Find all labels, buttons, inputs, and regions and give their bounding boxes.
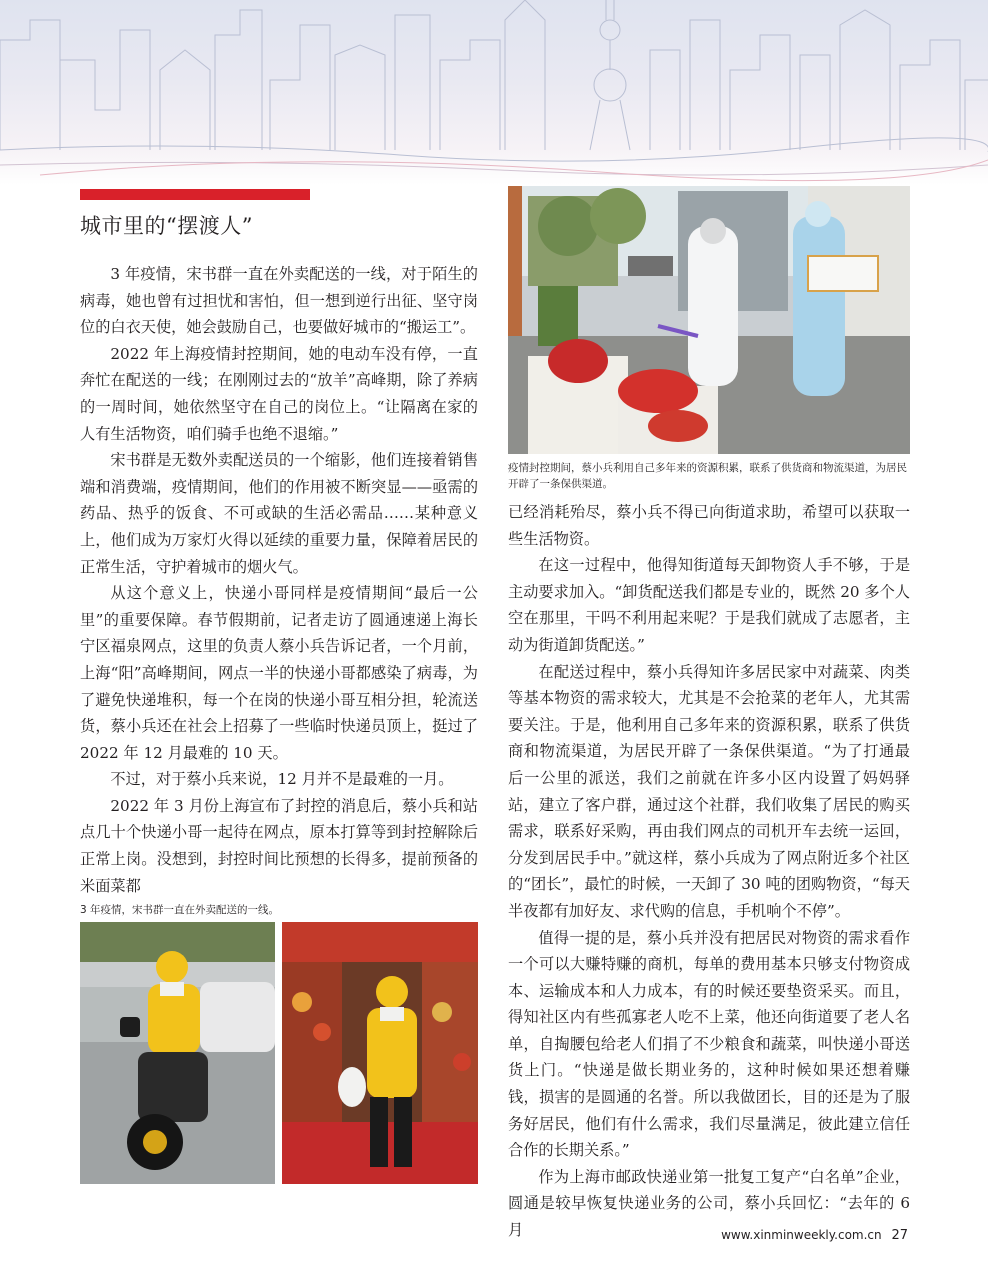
paragraph: 在这一过程中，他得知街道每天卸物资人手不够，于是主动要求加入。“卸货配送我们都是专业的，既然 20 多个人空在那里，干吗不利用起来呢？于是我们就成了志愿者，主动为街道卸货配送。” [508, 556, 910, 654]
paragraph: 2022 年上海疫情封控期间，她的电动车没有停，一直奔忙在配送的一线；在刚刚过去的“放羊”高峰期，除了养病的一周时间，她依然坚守在自己的岗位上。“让隔离在家的人有生活物资，咱们骑手也绝不退缩。” [80, 344, 478, 443]
website-url: www.xinminweekly.com.cn [721, 1228, 882, 1242]
header-skyline-illustration [0, 0, 988, 185]
section-accent-bar [80, 189, 310, 200]
courier-storefront-photo [282, 922, 478, 1184]
paragraph: 3 年疫情，宋书群一直在外卖配送的一线，对于陌生的病毒，她也曾有过担忧和害怕，但一想到逆行出征、坚守岗位的白衣天使，她会鼓励自己，也要做好城市的“搬运工”。 [80, 265, 478, 337]
paragraph: 宋书群是无数外卖配送员的一个缩影，他们连接着销售端和消费端，疫情期间，他们的作用被不断突显——亟需的药品、热乎的饭食、不可或缺的生活必需品……某种意义上，他们成为万家灯火得以延续的重要力量，保障着居民的正常生活，守护着城市的烟火气。 [80, 451, 478, 576]
paragraph: 不过，对于蔡小兵来说，12 月并不是最难的一月。 [110, 770, 454, 789]
left-article-column [80, 261, 478, 899]
paragraph: 2022 年 3 月份上海宣布了封控的消息后，蔡小兵和站点几十个快递小哥一起待在网点，原本打算等到封控解除后正常上岗。没想到，封控时间比预想的长得多，提前预备的米面菜都 [80, 796, 478, 895]
paragraph: 值得一提的是，蔡小兵并没有把居民对物资的需求看作一个可以大赚特赚的商机，每单的费用基本只够支付物资成本、运输成本和人力成本，有的时候还要垫资采买。而且，得知社区内有些孤寡老人吃不上菜，他还向街道要了老人名单，自掏腰包给老人们捐了不少粮食和蔬菜，叫快递小哥送货上门。“快递是做长期业务的，这种时候如果还想着赚钱，损害的是圆通的名誉。所以我做团长，目的还是为了服务好居民，他们有什么需求，我们尽量满足，彼此建立信任合作的长期关系。” [508, 928, 910, 1160]
section-title: 城市里的“摆渡人” [80, 214, 253, 238]
photo-caption: 疫情封控期间，蔡小兵利用自己多年来的资源积累，联系了供货商和物流渠道，为居民开辟了一条保供渠道。 [508, 462, 907, 490]
page-footer [721, 1228, 908, 1243]
courier-scooter-photo [80, 922, 275, 1184]
paragraph: 从这个意义上，快递小哥同样是疫情期间“最后一公里”的重要保障。春节假期前，记者走访了圆通速递上海长宁区福泉网点，这里的负责人蔡小兵告诉记者，一个月前，上海“阳”高峰期间，网点一半的快递小哥都感染了病毒，为了避免快递堆积，每一个在岗的快递小哥互相分担，轮流送货，蔡小兵还在社会上招募了一些临时快递员顶上，挺过了 2022 年 12 月最难的 10 天。 [80, 584, 478, 762]
right-article-column [508, 499, 910, 1244]
page-number: 27 [891, 1228, 908, 1243]
supplies-photo [508, 186, 910, 454]
paragraph: 在配送过程中，蔡小兵得知许多居民家中对蔬菜、肉类等基本物资的需求较大，尤其是不会抢菜的老年人，尤其需要关注。于是，他利用自己多年来的资源积累，联系了供货商和物流渠道，为居民开辟了一条保供渠道。“为了打通最后一公里的派送，我们之前就在许多小区内设置了妈妈驿站，建立了客户群，通过这个社群，我们收集了居民的购买需求，联系好采购，再由我们网点的司机开车去统一运回，分发到居民手中。”就这样，蔡小兵成为了网点附近多个社区的“团长”，最忙的时候，一天卸了 30 吨的团购物资，“每天半夜都有加好友、求代购的信息，手机响个不停”。 [508, 662, 910, 920]
paragraph: 作为上海市邮政快递业第一批复工复产“白名单”企业，圆通是较早恢复快递业务的公司，蔡小兵回忆：“去年的 6 月 [508, 1167, 910, 1240]
paragraph: 已经消耗殆尽，蔡小兵不得已向街道求助，希望可以获取一些生活物资。 [508, 503, 910, 548]
photo-caption: 3 年疫情，宋书群一直在外卖配送的一线。 [80, 904, 280, 916]
